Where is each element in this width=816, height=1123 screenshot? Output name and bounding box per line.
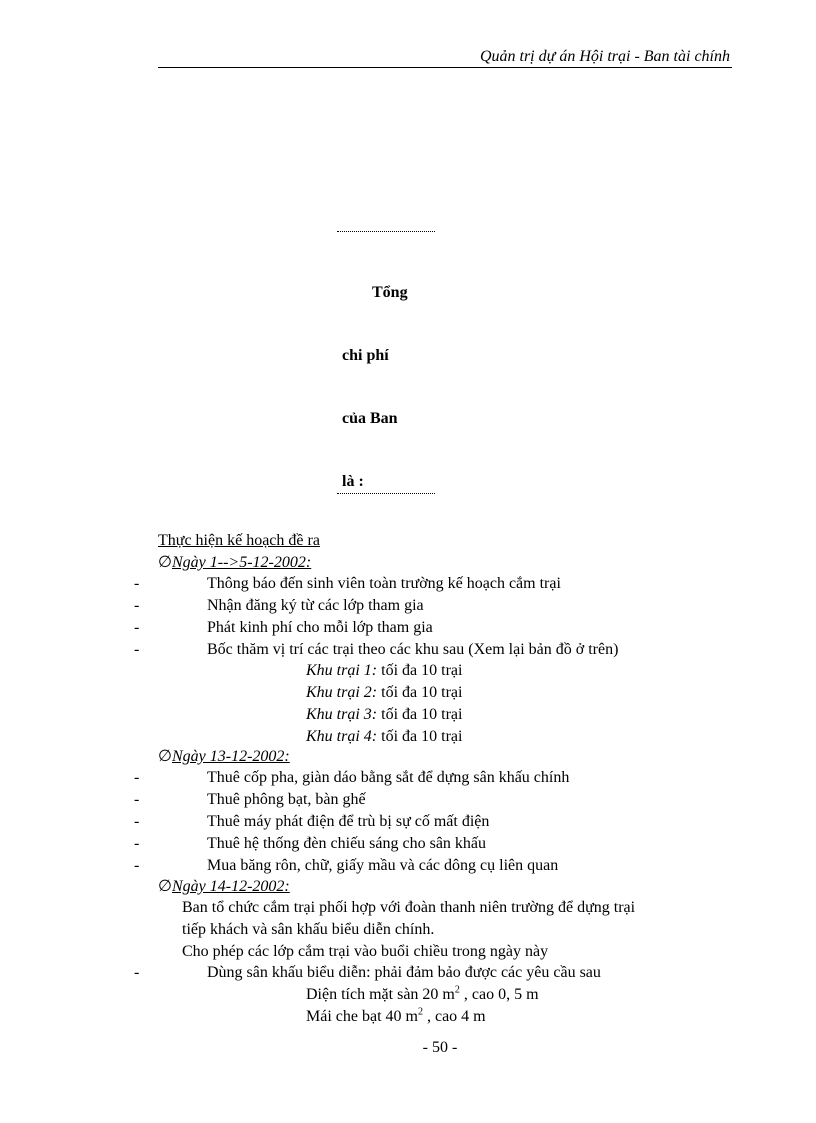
- bullet-dash: -: [134, 813, 140, 830]
- zone-value: tối đa 10 trại: [377, 706, 463, 723]
- paragraph-line: Ban tổ chức cắm trại phối hợp với đoàn thanh niên trường để dựng trại: [182, 899, 636, 916]
- list-item: Phát kinh phí cho mỗi lớp tham gia: [207, 619, 433, 636]
- zone-name: Khu trại 2:: [306, 684, 378, 701]
- total-line: Tổng: [372, 284, 408, 301]
- bullet-dash: -: [134, 857, 140, 874]
- zone-value: tối đa 10 trại: [377, 662, 463, 679]
- list-item: Dùng sân khấu biểu diễn: phải đảm bảo được các yêu cầu sau: [207, 964, 601, 981]
- zone-line: [306, 661, 462, 681]
- zone-value: tối đa 10 trại: [377, 684, 463, 701]
- zone-line: [306, 705, 462, 725]
- list-item: Bốc thăm vị trí các trại theo các khu sau (Xem lại bản đồ ở trên): [207, 641, 619, 658]
- day-heading: [158, 553, 311, 573]
- list-item: Mua băng rôn, chữ, giấy mầu và các dông cụ liên quan: [207, 857, 559, 874]
- day-heading: [158, 877, 290, 897]
- spec-rest: , cao 4 m: [422, 1008, 486, 1025]
- day-heading: [158, 747, 290, 767]
- paragraph-line: tiếp khách và sân khấu biểu diễn chính.: [182, 921, 435, 938]
- section-heading: Thực hiện kế hoạch đề ra: [158, 532, 320, 549]
- list-item: Thuê hệ thống đèn chiếu sáng cho sân khấu: [207, 835, 487, 852]
- bullet-dash: -: [134, 619, 140, 636]
- zone-name: Khu trại 4:: [306, 728, 378, 745]
- running-header: Quản trị dự án Hội trại - Ban tài chính: [479, 48, 730, 65]
- bullet-dash: -: [134, 575, 140, 592]
- empty-set-icon: ∅: [158, 878, 172, 895]
- spec-line: [306, 985, 539, 1005]
- spec-rest: , cao 0, 5 m: [459, 986, 539, 1003]
- total-line: là :: [342, 473, 364, 490]
- list-item: Thông báo đến sinh viên toàn trường kế hoạch cắm trại: [207, 575, 561, 592]
- list-item: Thuê máy phát điện để trù bị sự cố mất điện: [207, 813, 490, 830]
- empty-set-icon: ∅: [158, 748, 172, 765]
- bullet-dash: -: [134, 769, 140, 786]
- total-line: chi phí: [342, 347, 389, 364]
- zone-name: Khu trại 3:: [306, 706, 378, 723]
- total-line: của Ban: [342, 410, 398, 427]
- day-date: Ngày 13-12-2002:: [172, 748, 290, 765]
- page-number: - 50 -: [422, 1039, 458, 1056]
- spec-superscript: 2: [454, 984, 460, 996]
- spec-superscript: 2: [417, 1006, 423, 1018]
- day-date: Ngày 1-->5-12-2002:: [172, 554, 312, 571]
- list-item: Nhận đăng ký từ các lớp tham gia: [207, 597, 424, 614]
- list-item: Thuê phông bạt, bàn ghế: [207, 791, 366, 808]
- dotted-rule-bottom: [337, 493, 435, 494]
- list-item: Thuê cốp pha, giàn dáo bằng sắt để dựng sân khấu chính: [207, 769, 570, 786]
- zone-name: Khu trại 1:: [306, 662, 378, 679]
- zone-line: [306, 683, 462, 703]
- spec-text: Mái che bạt 40 m: [306, 1008, 418, 1025]
- spec-text: Diện tích mặt sàn 20 m: [306, 986, 455, 1003]
- empty-set-icon: ∅: [158, 554, 172, 571]
- bullet-dash: -: [134, 964, 140, 981]
- total-cost-label: [342, 240, 408, 513]
- zone-value: tối đa 10 trại: [377, 728, 463, 745]
- zone-line: [306, 727, 462, 747]
- dotted-rule-top: [337, 231, 435, 232]
- bullet-dash: -: [134, 791, 140, 808]
- bullet-dash: -: [134, 835, 140, 852]
- bullet-dash: -: [134, 641, 140, 658]
- day-date: Ngày 14-12-2002:: [172, 878, 290, 895]
- spec-line: [306, 1007, 486, 1027]
- bullet-dash: -: [134, 597, 140, 614]
- header-rule: [158, 67, 732, 68]
- paragraph-line: Cho phép các lớp cắm trại vào buổi chiều trong ngày này: [182, 943, 549, 960]
